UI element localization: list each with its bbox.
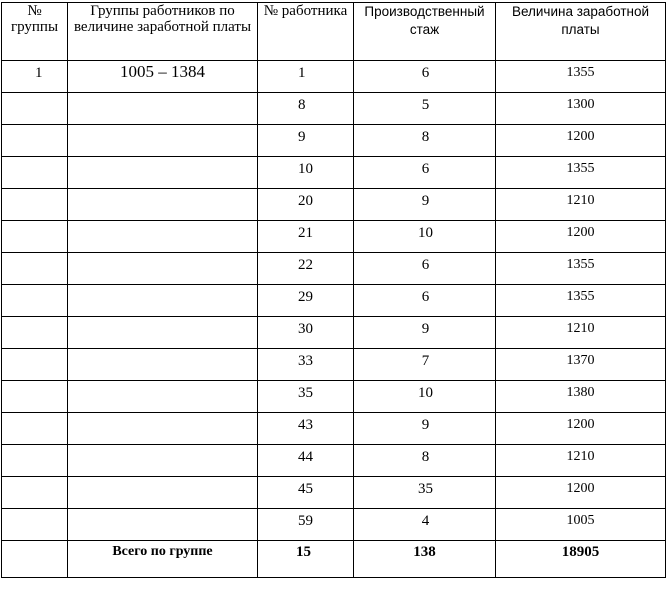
worker-number-cell: 1 <box>258 61 354 93</box>
group-range-cell <box>68 285 258 317</box>
total-salary: 18905 <box>496 541 666 578</box>
group-number-cell <box>2 509 68 541</box>
header-worker-number: № работника <box>258 3 354 61</box>
worker-number-cell: 20 <box>258 189 354 221</box>
group-range-cell <box>68 253 258 285</box>
header-group-number: № группы <box>2 3 68 61</box>
worker-number-cell: 8 <box>258 93 354 125</box>
salary-cell: 1200 <box>496 125 666 157</box>
group-range-cell <box>68 413 258 445</box>
group-number-cell <box>2 157 68 189</box>
experience-cell: 8 <box>354 445 496 477</box>
table-row <box>2 413 666 445</box>
group-number-cell <box>2 189 68 221</box>
table-row <box>2 285 666 317</box>
table-body <box>2 61 666 578</box>
experience-cell: 8 <box>354 125 496 157</box>
total-row <box>2 541 666 578</box>
group-number-cell <box>2 477 68 509</box>
worker-number-cell: 30 <box>258 317 354 349</box>
total-count: 15 <box>258 541 354 578</box>
group-range-cell <box>68 93 258 125</box>
table-row <box>2 189 666 221</box>
salary-cell: 1355 <box>496 157 666 189</box>
group-number-cell <box>2 285 68 317</box>
group-number-cell <box>2 413 68 445</box>
header-salary: Величина заработной платы <box>496 3 666 61</box>
experience-cell: 9 <box>354 317 496 349</box>
experience-cell: 9 <box>354 413 496 445</box>
group-number-cell <box>2 253 68 285</box>
salary-cell: 1210 <box>496 189 666 221</box>
salary-cell: 1355 <box>496 253 666 285</box>
group-range-cell <box>68 125 258 157</box>
experience-cell: 6 <box>354 253 496 285</box>
group-number-cell <box>2 381 68 413</box>
salary-cell: 1355 <box>496 285 666 317</box>
worker-number-cell: 59 <box>258 509 354 541</box>
total-empty-cell <box>2 541 68 578</box>
experience-cell: 6 <box>354 61 496 93</box>
table-row <box>2 445 666 477</box>
table-row <box>2 253 666 285</box>
table-row <box>2 477 666 509</box>
group-range-cell <box>68 157 258 189</box>
worker-number-cell: 44 <box>258 445 354 477</box>
worker-number-cell: 45 <box>258 477 354 509</box>
group-range-cell <box>68 189 258 221</box>
experience-cell: 35 <box>354 477 496 509</box>
table-row <box>2 157 666 189</box>
worker-number-cell: 29 <box>258 285 354 317</box>
salary-cell: 1200 <box>496 221 666 253</box>
header-row <box>2 3 666 61</box>
total-experience: 138 <box>354 541 496 578</box>
group-range-cell <box>68 349 258 381</box>
worker-number-cell: 22 <box>258 253 354 285</box>
total-label: Всего по группе <box>68 541 258 578</box>
group-number-cell <box>2 93 68 125</box>
worker-number-cell: 21 <box>258 221 354 253</box>
header-group-range: Группы работников по величине заработной платы <box>68 3 258 61</box>
experience-cell: 7 <box>354 349 496 381</box>
salary-cell: 1380 <box>496 381 666 413</box>
table-row <box>2 317 666 349</box>
experience-cell: 6 <box>354 285 496 317</box>
group-number-cell <box>2 349 68 381</box>
grouping-table <box>1 2 666 578</box>
salary-cell: 1210 <box>496 445 666 477</box>
group-number-cell <box>2 221 68 253</box>
salary-cell: 1005 <box>496 509 666 541</box>
experience-cell: 4 <box>354 509 496 541</box>
worker-number-cell: 10 <box>258 157 354 189</box>
table-row <box>2 125 666 157</box>
group-range-cell <box>68 477 258 509</box>
table-row <box>2 93 666 125</box>
group-number-cell <box>2 317 68 349</box>
salary-cell: 1200 <box>496 413 666 445</box>
table-row <box>2 381 666 413</box>
experience-cell: 6 <box>354 157 496 189</box>
experience-cell: 5 <box>354 93 496 125</box>
salary-cell: 1370 <box>496 349 666 381</box>
salary-cell: 1210 <box>496 317 666 349</box>
experience-cell: 10 <box>354 381 496 413</box>
table-row <box>2 221 666 253</box>
worker-number-cell: 43 <box>258 413 354 445</box>
group-range-cell <box>68 317 258 349</box>
group-number-cell: 1 <box>2 61 68 93</box>
group-range-cell <box>68 509 258 541</box>
group-range-cell <box>68 445 258 477</box>
table-row <box>2 509 666 541</box>
experience-cell: 10 <box>354 221 496 253</box>
group-range-cell <box>68 221 258 253</box>
experience-cell: 9 <box>354 189 496 221</box>
table-row <box>2 349 666 381</box>
table-row <box>2 61 666 93</box>
worker-number-cell: 9 <box>258 125 354 157</box>
salary-cell: 1200 <box>496 477 666 509</box>
group-number-cell <box>2 125 68 157</box>
group-range-cell <box>68 381 258 413</box>
worker-number-cell: 35 <box>258 381 354 413</box>
group-number-cell <box>2 445 68 477</box>
salary-cell: 1300 <box>496 93 666 125</box>
salary-cell: 1355 <box>496 61 666 93</box>
worker-number-cell: 33 <box>258 349 354 381</box>
group-range-cell: 1005 – 1384 <box>68 61 258 93</box>
header-experience: Производственный стаж <box>354 3 496 61</box>
